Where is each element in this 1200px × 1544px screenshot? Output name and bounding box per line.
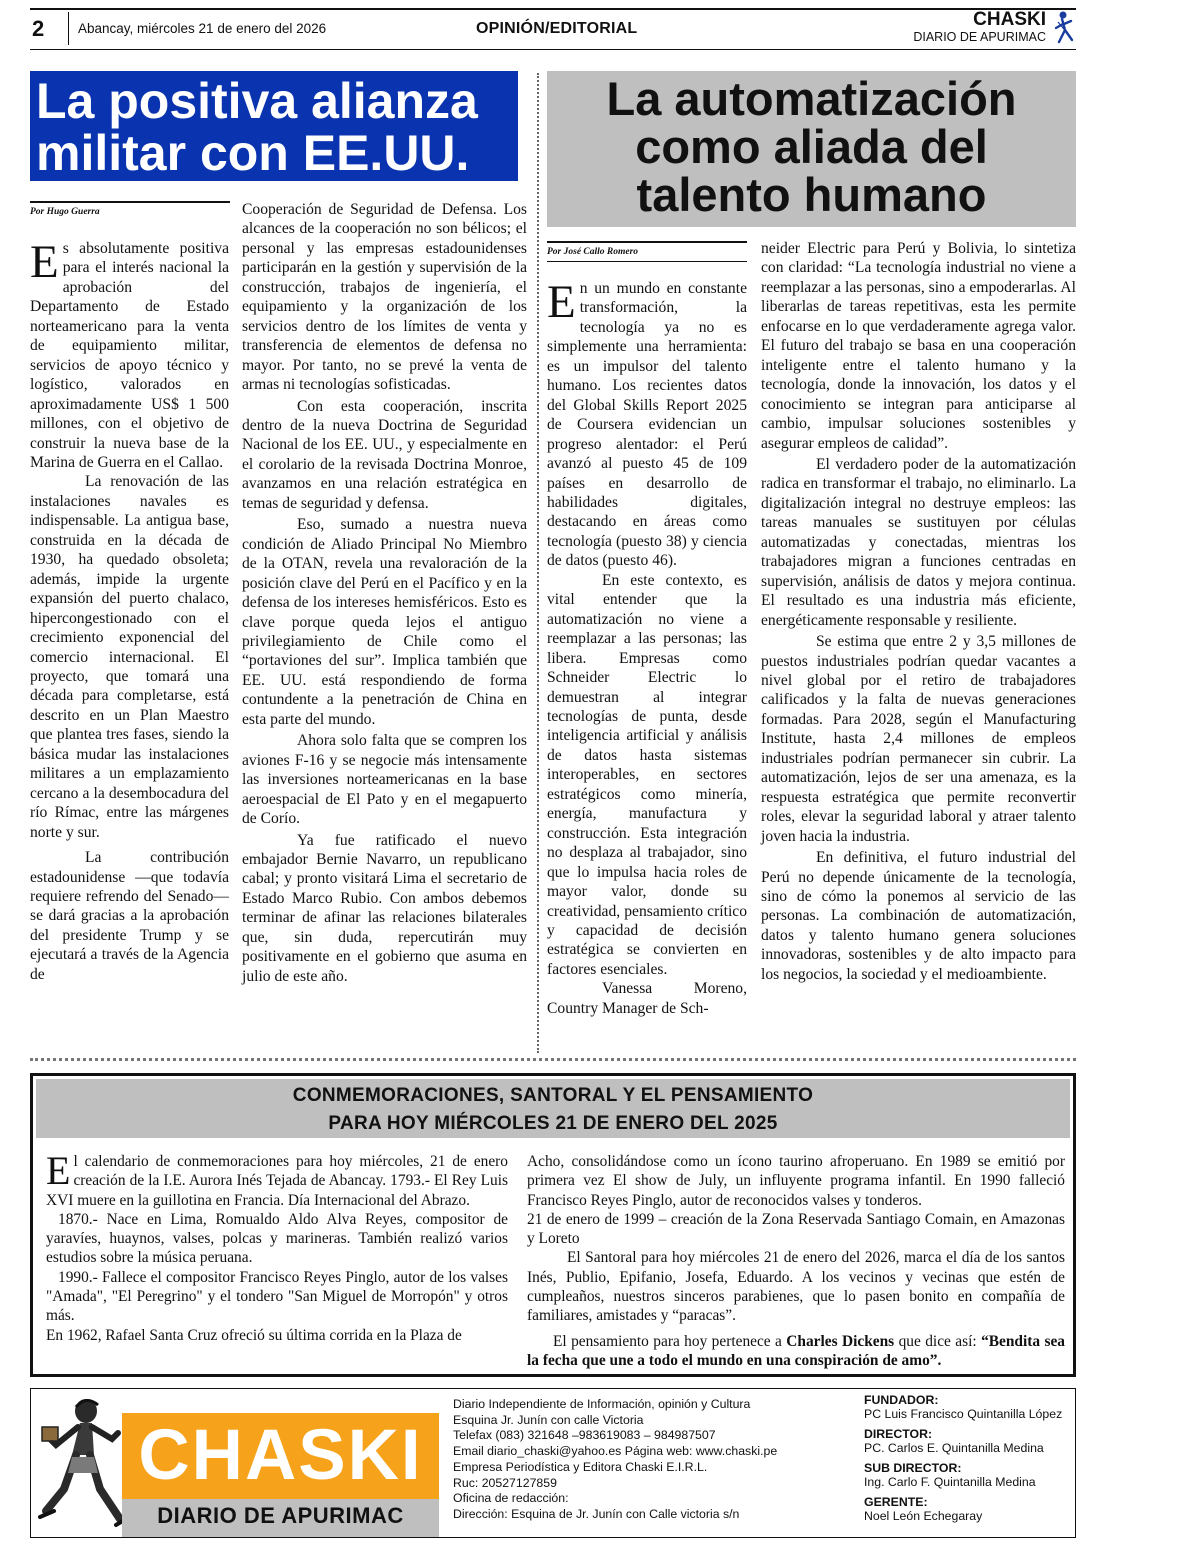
article2-paragraph: Se estima que entre 2 y 3,5 millones de puestos industriales podrían quedar vacantes a nivel global por el retiro de trabajadores calificados y la falta de nuevas generaciones formadas. Para 2028, según el Manufacturing Institute, hasta 2,4 millones de empleos industriales podrían permanecer sin cubrir. La automatización, lejos de ser una amenaza, es la respuesta estratégica que permite reconvertir roles, elevar la seguridad laboral y atraer talento joven hacia la industria. <box>761 633 1076 845</box>
article1-paragraph: Ya fue ratificado el nuevo embajador Bernie Navarro, un republicano cabal; y pronto visitará Lima el secretario de Estado Marco Rubio. Con ambos debemos terminar de afinar las relaciones bilaterales que, sin duda, repercutirán muy positivamente en el gobierno que asuma en julio de este año. <box>242 831 527 985</box>
byline-rule <box>547 261 747 262</box>
article1-paragraph: Es absolutamente positiva para el interés nacional la aprobación del Departamento de Estado norteamericano para la venta de equipamiento militar, servicios de apoyo técnico y logístico, valorados en aproximadamente US$ 1 500 millones, con el objetivo de construir la nueva base de la Marina de Guerra en el Callao. <box>30 236 229 471</box>
thought-quote: “Bendita sea la fecha que une a todo el mundo en una conspiración de amo”. <box>527 1332 1065 1369</box>
info-line: Empresa Periodística y Editora Chaski E.I.R.L. <box>453 1459 708 1474</box>
article1-paragraph: Cooperación de Seguridad de Defensa. Los alcances de la cooperación no son bélicos; el personal y las empresas estadounidenses participarán en la gestión y supervisión de la construcción, trabajos de ingeniería, el equipamiento y la organización de los servicios dentro de los límites de venta y transferencia de elementos de defensa no mayor. Por tanto, no se prevé la venta de armas ni tecnologías sofisticadas. <box>242 201 527 394</box>
article1-paragraph: Eso, sumado a nuestra nueva condición de Aliado Principal No Miembro de la OTAN, revela una revaloración de la posición clave del Perú en el Pacífico y en la defensa de los intereses hemisféricos. Esto es clave porque queda lejos el antiguo privilegiamiento de Chile como el “portaviones del sur”. Implica también que EE. UU. está respondiendo de forma contundente a la penetración de China en esta parte del mundo. <box>242 516 527 728</box>
publisher-info <box>453 1397 833 1523</box>
article1-paragraph: Con esta cooperación, inscrita dentro de la nueva Doctrina de Seguridad Nacional de los EE. UU., y especialmente en el corolario de la revisada Doctrina Monroe, avanzamos en una relación estratégica en temas de seguridad y defensa. <box>242 397 527 512</box>
article1-headline-line2: militar con EE.UU. <box>36 125 470 181</box>
article1-headline-line1: La positiva alianza <box>36 73 478 129</box>
article2-column-1 <box>547 276 747 1018</box>
info-line: Telefax (083) 321648 –983619083 – 984987507 <box>453 1428 716 1443</box>
commemorations-column-2 <box>527 1152 1065 1370</box>
section-separator <box>30 1058 1076 1061</box>
staff-director: DIRECTOR: PC. Carlos E. Quintanilla Medina <box>864 1427 1044 1455</box>
info-line: Oficina de redacción: <box>453 1491 569 1506</box>
commemorations-paragraph: En 1962, Rafael Santa Cruz ofreció su última corrida en la Plaza de <box>46 1326 462 1344</box>
commemorations-dropcap: E <box>46 1148 71 1193</box>
commemorations-paragraph: Acho, consolidándose como un ícono taurino afroperuano. En 1989 se emitió por primera vez El show de July, un influyente programa infantil. En 1990 falleció Francisco Reyes Pinglo, autor de reconocidos valses y tonderos. <box>527 1153 1065 1209</box>
staff-credits <box>864 1394 1074 1530</box>
article2-paragraph: El verdadero poder de la automatización radica en transformar el trabajo, no eliminarlo. La digitalización integral no destruye empleos: las tareas manuales se sustituyen por células automatizadas y conectadas, mientras los trabajadores migran a funciones centradas en supervisión, análisis de datos y mejora continua. El resultado es una industria más eficiente, energéticamente responsable y resiliente. <box>761 455 1076 629</box>
article1-paragraph: Ahora solo falta que se compren los aviones F-16 y se negocie más intensamente las inversiones norteamericanas en la base aeroespacial de El Pato y en el megapuerto de Corío. <box>242 732 527 828</box>
info-line: Dirección: Esquina de Jr. Junín con Calle victoria s/n <box>453 1506 740 1521</box>
thought-author: Charles Dickens <box>786 1332 895 1350</box>
article1-dropcap: E <box>30 236 59 288</box>
commemorations-title-line2: PARA HOY MIÉRCOLES 21 DE ENERO DEL 2025 <box>328 1113 778 1134</box>
staff-founder: FUNDADOR: PC Luis Francisco Quintanilla López <box>864 1393 1063 1421</box>
header-bottom-rule <box>30 49 1076 50</box>
article2-paragraph: En definitiva, el futuro industrial del Perú no depende únicamente de la tecnología, sino de cómo la ponemos al servicio de las personas. La combinación de automatización, datos y talento humano genera soluciones innovadoras, sostenibles y de alto impacto para los negocios, la sociedad y el medioambiente. <box>761 849 1076 983</box>
commemorations-paragraph: 21 de enero de 1999 – creación de la Zona Reservada Santiago Comain, en Amazonas y Loreto <box>527 1210 1065 1248</box>
commemorations-paragraph: 1870.- Nace en Lima, Romualdo Aldo Alva Reyes, compositor de yaravíes, huaynos, valses, polcas y marineras. También realizó varios estudios sobre la música peruana. <box>46 1210 508 1267</box>
staff-subdirector: SUB DIRECTOR: Ing. Carlo F. Quintanilla Medina <box>864 1461 1036 1489</box>
runner-illustration-icon <box>36 1393 128 1537</box>
runner-icon <box>1050 10 1076 46</box>
article2-paragraph: neider Electric para Perú y Bolivia, lo sintetiza con claridad: “La tecnología industrial no viene a reemplazar a las personas, sino a empoderarlas. Al liberarlas de tareas repetitivas, esta les permite enfocarse en lo que verdaderamente agrega valor. El futuro del trabajo se basa en una cooperación inteligente entre el talento humano y la tecnología, donde la innovación, los datos y el conocimiento se integran para anticiparse al cambio, impulsar soluciones sostenibles y asegurar empleos de calidad”. <box>761 240 1076 452</box>
article2-column-2 <box>761 239 1076 984</box>
commemorations-column-1 <box>46 1148 508 1345</box>
article2-dropcap: E <box>547 276 576 328</box>
commemorations-paragraph: El Santoral para hoy miércoles 21 de enero del 2026, marca el día de los santos Inés, Publio, Epifanio, Josefa, Eduardo. A los vecinos y vecinas que estén de cumpleaños, nuestros sinceros parabienes, que lo pasen bonito en compañía de familiares, amistades y “paracas”. <box>527 1249 1065 1325</box>
masthead-subtitle: DIARIO DE APURIMAC <box>913 30 1046 44</box>
info-line: Ruc: 20527127859 <box>453 1475 557 1490</box>
article1-byline: Por Hugo Guerra <box>30 207 100 217</box>
article2-headline-line1: La automatización <box>606 72 1017 125</box>
column-divider <box>537 73 540 1053</box>
section-title: OPINIÓN/EDITORIAL <box>476 20 638 37</box>
article2-paragraph: Vanessa Moreno, Country Manager de Sch- <box>547 980 747 1017</box>
article1-headline <box>30 71 518 181</box>
article2-headline <box>547 71 1076 227</box>
commemorations-paragraph: 1990.- Fallece el compositor Francisco Reyes Pinglo, autor de los valses "Amada", "El Peregrino" y el tondero "San Miguel de Morropón" y otros más. <box>46 1268 508 1325</box>
article2-byline-block <box>547 241 747 262</box>
article2-headline-line3: talento humano <box>636 168 987 221</box>
article2-paragraph: En un mundo en constante transformación, la tecnología ya no es simplemente una herramienta: es un impulsor del talento humano. Los recientes datos del Global Skills Report 2025 de Coursera evidencian un progreso alentador: el Perú avanzó al puesto 45 de 109 países en desarrollo de habilidades digitales, destacando en áreas como tecnología (puesto 38) y ciencia de datos (puesto 46). <box>547 276 747 570</box>
page-number: 2 <box>32 16 45 41</box>
staff-manager: GERENTE: Noel León Echegaray <box>864 1495 983 1523</box>
article1-paragraph: La contribución estadounidense —que todavía requiere refrendo del Senado— se dará gracias a la aprobación del presidente Trump y se ejecutará a través de la Agencia de <box>30 849 229 983</box>
logo-subtitle: DIARIO DE APURIMAC <box>157 1503 404 1528</box>
thought-of-the-day: El pensamiento para hoy pertenece a Charles Dickens que dice así: “Bendita sea la fecha que une a todo el mundo en una conspiración de amo”. <box>527 1332 1065 1369</box>
issue-date: Abancay, miércoles 21 de enero del 2026 <box>78 21 327 36</box>
info-line: Diario Independiente de Información, opinión y Cultura <box>453 1397 751 1411</box>
commemorations-title <box>36 1079 1070 1138</box>
article2-paragraph: En este contexto, es vital entender que la automatización no viene a reemplazar a las personas; las libera. Empresas como Schneider Electric lo demuestran al integrar tecnologías de punta, desde inteligencia artificial y análisis de datos hasta sistemas interoperables, en sectores estratégicos como minería, energía, manufactura y construcción. Esta integración no desplaza al trabajador, sino que lo impulsa hacia roles de mayor valor, donde su creatividad, pensamiento crítico y capacidad de decisión estratégica se convierten en factores esenciales. <box>547 571 747 978</box>
header-divider <box>68 12 69 45</box>
article2-byline: Por José Callo Romero <box>547 247 639 257</box>
article1-column-2 <box>242 200 527 986</box>
article2-headline-line2: como aliada del <box>635 120 988 173</box>
commemorations-title-line1: CONMEMORACIONES, SANTORAL Y EL PENSAMIENTO <box>292 1085 814 1106</box>
logo-wordmark: CHASKI <box>138 1416 423 1495</box>
masthead-brand: CHASKI <box>973 9 1046 30</box>
article1-column-1 <box>30 236 229 984</box>
article1-paragraph: La renovación de las instalaciones navales es indispensable. La antigua base, construida en la década de 1930, ha quedado obsoleta; además, impide la urgente expansión del puerto chalaco, hipercongestionado con el crecimiento exponencial del comercio internacional. El proyecto, que tomará una década para completarse, está descrito en un Plan Maestro que plantea tres fases, siendo la básica mudar las instalaciones militares a un emplazamiento cercano a la desembocadura del río Rímac, entre las márgenes norte y sur. <box>30 473 229 841</box>
commemorations-paragraph: El calendario de conmemoraciones para hoy miércoles, 21 de enero creación de la I.E. Aurora Inés Tejada de Abancay. 1793.- El Rey Luis XVI muere en la guillotina en Francia. Día Internacional del Abrazo. <box>46 1148 508 1209</box>
article1-byline-block <box>30 201 230 217</box>
info-line: Email diario_chaski@yahoo.es Página web: www.chaski.pe <box>453 1444 778 1459</box>
info-line: Esquina Jr. Junín con calle Victoria <box>453 1412 644 1427</box>
